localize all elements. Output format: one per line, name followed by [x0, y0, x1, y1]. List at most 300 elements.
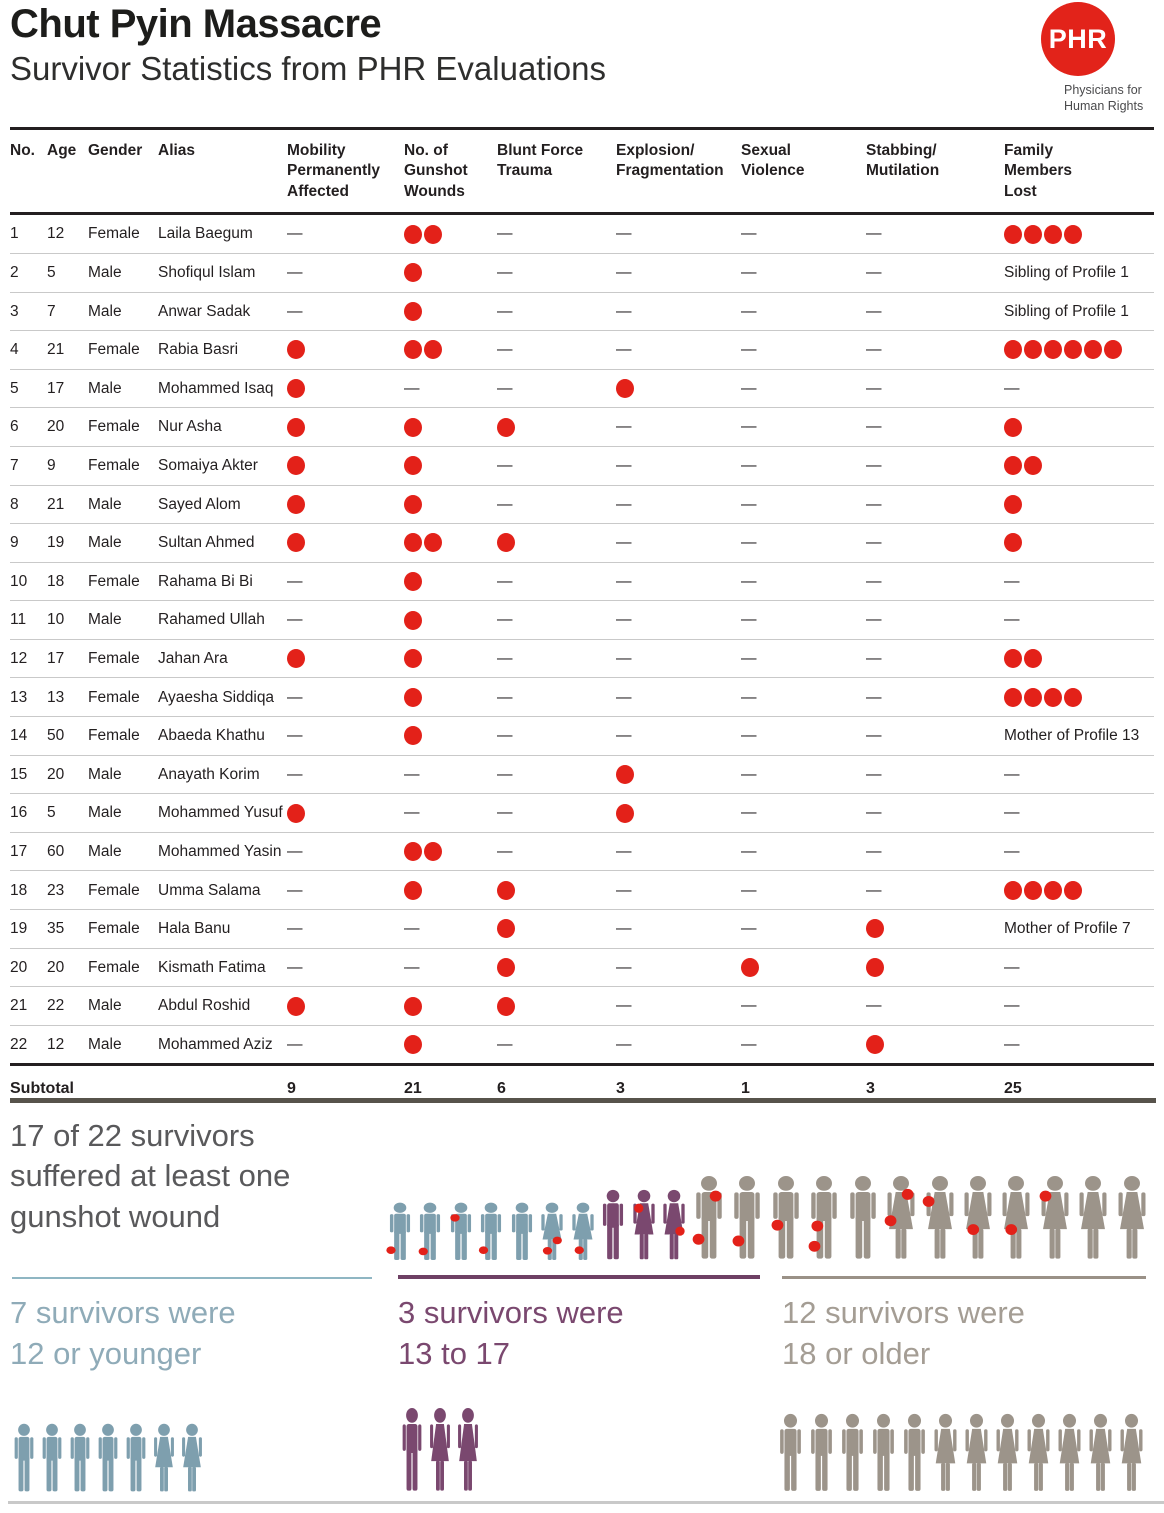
phr-logo	[1041, 2, 1157, 115]
table-cell: 19	[47, 534, 65, 552]
column-header: Blunt Force Trauma	[497, 142, 584, 180]
table-cell: Nur Asha	[158, 418, 222, 436]
table-cell: 6	[10, 418, 19, 436]
table-cell: —	[1004, 997, 1020, 1015]
table-cell	[1004, 340, 1154, 359]
red-dot-icon	[1004, 495, 1022, 514]
red-dot-icon	[1024, 456, 1042, 475]
person-female-icon	[454, 1407, 482, 1495]
table-cell: Somaiya Akter	[158, 456, 258, 474]
person-female-icon	[1054, 1413, 1085, 1495]
table-cell	[1004, 649, 1154, 668]
table-cell	[404, 997, 497, 1016]
table-cell: —	[1004, 842, 1020, 860]
table-cell: —	[741, 264, 757, 281]
person-male-icon	[66, 1423, 94, 1495]
table-cell: Male	[88, 264, 122, 281]
table-cell: —	[287, 1035, 303, 1053]
table-cell	[497, 997, 616, 1016]
table-cell: —	[616, 958, 632, 976]
column-header: Family Members Lost	[1004, 142, 1073, 200]
red-dot-icon	[1024, 688, 1042, 707]
table-cell: 9	[10, 534, 19, 552]
red-dot-icon	[1004, 418, 1022, 437]
wound-dot-icon	[543, 1247, 552, 1255]
person-male-icon	[507, 1202, 537, 1263]
table-cell: —	[497, 727, 513, 745]
wound-dot-icon	[812, 1221, 824, 1232]
table-cell	[287, 804, 404, 823]
table-row	[10, 949, 1154, 988]
table-cell: Male	[88, 495, 122, 513]
person-male-icon	[38, 1423, 66, 1495]
person-male-icon	[94, 1423, 122, 1495]
table-cell: 5	[47, 264, 56, 281]
table-cell: Sibling of Profile 1	[1004, 302, 1129, 320]
table-cell: —	[616, 920, 632, 938]
table-row	[10, 833, 1154, 872]
table-row	[10, 1026, 1154, 1064]
table-cell: —	[616, 495, 632, 513]
table-cell	[404, 495, 497, 514]
table-cell: Mohammed Aziz	[158, 1035, 273, 1053]
subtotal-value: 9	[287, 1080, 296, 1098]
table-cell: Abdul Roshid	[158, 997, 251, 1015]
table-cell	[404, 225, 497, 244]
table-cell: —	[404, 920, 420, 938]
table-cell: 20	[47, 765, 65, 783]
person-female-icon	[959, 1175, 997, 1263]
table-cell: —	[741, 920, 757, 938]
table-cell: —	[404, 804, 420, 822]
table-cell: 9	[47, 456, 56, 474]
table-cell: —	[287, 727, 303, 745]
table-cell: 4	[10, 341, 19, 359]
table-cell: —	[741, 456, 757, 474]
table-cell	[616, 379, 741, 398]
red-dot-icon	[287, 804, 305, 823]
table-cell: —	[497, 842, 513, 860]
table-cell	[287, 379, 404, 398]
table-cell	[1004, 688, 1154, 707]
table-cell: —	[497, 225, 513, 243]
person-female-icon	[1113, 1175, 1151, 1263]
table-cell: —	[497, 804, 513, 822]
table-cell	[287, 533, 404, 552]
red-dot-icon	[1004, 649, 1022, 668]
person-female-icon	[1036, 1175, 1074, 1263]
table-cell	[1004, 533, 1154, 552]
person-male-icon	[837, 1413, 868, 1495]
table-cell	[1004, 418, 1154, 437]
red-dot-icon	[1004, 456, 1022, 475]
table-cell: —	[741, 379, 757, 397]
table-cell: Female	[88, 958, 140, 976]
red-dot-icon	[866, 1035, 884, 1054]
table-cell: Male	[88, 611, 122, 629]
column-header: Sexual Violence	[741, 142, 805, 180]
red-dot-icon	[1084, 340, 1102, 359]
table-cell: —	[1004, 379, 1020, 397]
table-cell	[404, 1035, 497, 1054]
header	[10, 2, 606, 88]
table-cell	[404, 572, 497, 591]
subtotal-value: 25	[1004, 1080, 1022, 1098]
table-cell: Female	[88, 881, 140, 899]
red-dot-icon	[424, 533, 442, 552]
person-female-icon	[629, 1189, 659, 1263]
red-dot-icon	[404, 649, 422, 668]
table-cell: —	[866, 495, 882, 513]
wound-dot-icon	[902, 1189, 914, 1200]
red-dot-icon	[1004, 340, 1022, 359]
table-cell: —	[741, 611, 757, 629]
red-dot-icon	[1024, 225, 1042, 244]
red-dot-icon	[424, 225, 442, 244]
red-dot-icon	[404, 726, 422, 745]
table-cell: —	[741, 842, 757, 860]
wound-dot-icon	[676, 1227, 685, 1236]
red-dot-icon	[1044, 225, 1062, 244]
table-cell	[497, 533, 616, 552]
table-cell: —	[741, 1035, 757, 1053]
red-dot-icon	[866, 958, 884, 977]
table-cell: —	[741, 495, 757, 513]
red-dot-icon	[404, 340, 422, 359]
table-cell	[287, 495, 404, 514]
subtotal-value: 21	[404, 1080, 422, 1098]
red-dot-icon	[404, 572, 422, 591]
table-cell	[404, 649, 497, 668]
table-cell: 7	[47, 302, 56, 320]
table-cell	[1004, 456, 1154, 475]
phr-logo-caption: Physicians for Human Rights	[1064, 83, 1144, 114]
table-cell: Sibling of Profile 1	[1004, 264, 1129, 281]
table-cell: Sultan Ahmed	[158, 534, 255, 552]
table-cell	[866, 958, 1004, 977]
table-cell: —	[866, 225, 882, 243]
table-cell: —	[497, 1035, 513, 1053]
table-cell: Female	[88, 225, 140, 243]
red-dot-icon	[404, 842, 422, 861]
table-cell: —	[741, 225, 757, 243]
table-cell: Umma Salama	[158, 881, 261, 899]
table-cell: —	[287, 302, 303, 320]
person-male-icon	[805, 1175, 843, 1263]
table-cell: 8	[10, 495, 19, 513]
table-cell: Mother of Profile 7	[1004, 920, 1131, 938]
table-cell: 20	[10, 958, 28, 976]
red-dot-icon	[1024, 881, 1042, 900]
person-female-icon	[882, 1175, 920, 1263]
table-cell: —	[866, 804, 882, 822]
red-dot-icon	[741, 958, 759, 977]
person-female-icon	[568, 1202, 598, 1263]
person-male-icon	[767, 1175, 805, 1263]
table-cell: —	[404, 765, 420, 783]
table-cell: 3	[10, 302, 19, 320]
survivor-table	[10, 127, 1154, 1112]
table-cell: 22	[47, 997, 65, 1015]
table-cell	[287, 649, 404, 668]
table-cell	[497, 418, 616, 437]
table-cell: —	[866, 765, 882, 783]
table-cell: —	[287, 225, 303, 243]
table-cell	[404, 881, 497, 900]
wound-dot-icon	[709, 1191, 721, 1202]
table-row	[10, 563, 1154, 602]
table-cell: —	[287, 688, 303, 706]
table-cell: 14	[10, 727, 28, 745]
subtotal-value: 6	[497, 1080, 506, 1098]
table-cell	[287, 340, 404, 359]
table-cell	[1004, 225, 1154, 244]
table-cell	[287, 418, 404, 437]
table-cell: —	[866, 572, 882, 590]
table-cell: Male	[88, 997, 122, 1015]
table-cell: —	[616, 997, 632, 1015]
wound-dot-icon	[386, 1246, 395, 1254]
person-female-icon	[1116, 1413, 1147, 1495]
wound-dot-icon	[692, 1234, 704, 1245]
person-female-icon	[150, 1423, 178, 1495]
table-cell: —	[497, 302, 513, 320]
red-dot-icon	[287, 418, 305, 437]
red-dot-icon	[1104, 340, 1122, 359]
subtotal-label: Subtotal	[10, 1080, 74, 1098]
person-male-icon	[398, 1407, 426, 1495]
red-dot-icon	[287, 649, 305, 668]
table-cell: Mohammed Isaq	[158, 379, 274, 397]
table-cell: —	[866, 379, 882, 397]
table-cell	[616, 765, 741, 784]
wound-dot-icon	[733, 1236, 745, 1247]
table-cell: Male	[88, 302, 122, 320]
person-male-icon	[122, 1423, 150, 1495]
bottom-rule	[8, 1501, 1164, 1504]
table-cell: —	[741, 302, 757, 320]
red-dot-icon	[404, 302, 422, 321]
person-male-icon	[844, 1175, 882, 1263]
table-cell	[404, 842, 497, 861]
table-row	[10, 640, 1154, 679]
table-cell: —	[616, 611, 632, 629]
table-cell	[866, 919, 1004, 938]
red-dot-icon	[1044, 340, 1062, 359]
wound-dot-icon	[809, 1241, 821, 1252]
table-cell: 12	[47, 225, 65, 243]
red-dot-icon	[404, 1035, 422, 1054]
table-cell: 17	[47, 379, 65, 397]
table-cell	[404, 533, 497, 552]
table-cell: —	[497, 495, 513, 513]
table-cell: 2	[10, 264, 19, 281]
person-female-icon	[992, 1413, 1023, 1495]
table-cell: —	[866, 418, 882, 436]
table-cell	[741, 958, 866, 977]
table-cell: Female	[88, 688, 140, 706]
table-cell: —	[866, 688, 882, 706]
red-dot-icon	[287, 495, 305, 514]
table-cell: —	[866, 264, 882, 281]
table-cell: Anayath Korim	[158, 765, 260, 783]
person-male-icon	[598, 1189, 628, 1263]
table-row	[10, 447, 1154, 486]
table-cell: 13	[47, 688, 65, 706]
red-dot-icon	[866, 919, 884, 938]
table-cell: —	[866, 727, 882, 745]
table-cell: —	[616, 456, 632, 474]
table-cell: —	[1004, 611, 1020, 629]
table-cell	[1004, 495, 1154, 514]
red-dot-icon	[497, 533, 515, 552]
person-female-icon	[1074, 1175, 1112, 1263]
person-female-icon	[537, 1202, 567, 1263]
table-cell: —	[1004, 1035, 1020, 1053]
table-cell: Rahamed Ullah	[158, 611, 265, 629]
table-cell: —	[616, 842, 632, 860]
column-header: Explosion/ Fragmentation	[616, 142, 724, 180]
table-row	[10, 331, 1154, 370]
wound-dot-icon	[885, 1215, 897, 1226]
table-row	[10, 215, 1154, 254]
table-cell: Male	[88, 1035, 122, 1053]
person-female-icon	[178, 1423, 206, 1495]
table-row	[10, 601, 1154, 640]
table-cell: —	[866, 649, 882, 667]
wound-dot-icon	[967, 1224, 979, 1235]
red-dot-icon	[404, 688, 422, 707]
red-dot-icon	[404, 225, 422, 244]
table-row	[10, 293, 1154, 332]
table-cell: 20	[47, 958, 65, 976]
table-cell: —	[866, 997, 882, 1015]
table-cell: Mohammed Yasin	[158, 842, 282, 860]
table-cell: —	[616, 649, 632, 667]
table-cell: —	[497, 649, 513, 667]
table-cell: —	[616, 727, 632, 745]
adults-figure-row	[775, 1413, 1147, 1495]
table-row	[10, 717, 1154, 756]
table-cell: —	[287, 842, 303, 860]
table-cell: 21	[47, 341, 65, 359]
column-header: No.	[10, 142, 35, 159]
table-cell: Hala Banu	[158, 920, 231, 938]
person-male-icon	[690, 1175, 728, 1263]
red-dot-icon	[287, 997, 305, 1016]
red-dot-icon	[1024, 340, 1042, 359]
table-cell: Ayaesha Siddiqa	[158, 688, 275, 706]
subtotal-value: 1	[741, 1080, 750, 1098]
table-row	[10, 486, 1154, 525]
table-cell: —	[616, 881, 632, 899]
table-cell: —	[616, 302, 632, 320]
red-dot-icon	[404, 533, 422, 552]
table-cell: —	[287, 881, 303, 899]
column-header: Stabbing/ Mutilation	[866, 142, 940, 180]
red-dot-icon	[287, 340, 305, 359]
table-cell: —	[616, 572, 632, 590]
red-dot-icon	[404, 495, 422, 514]
table-cell: —	[616, 1035, 632, 1053]
red-dot-icon	[497, 997, 515, 1016]
table-cell: Male	[88, 765, 122, 783]
table-cell	[497, 919, 616, 938]
red-dot-icon	[287, 379, 305, 398]
person-male-icon	[415, 1202, 445, 1263]
table-cell: Mohammed Yusuf	[158, 804, 283, 822]
wound-dot-icon	[574, 1246, 583, 1254]
table-cell: 15	[10, 765, 28, 783]
red-dot-icon	[616, 765, 634, 784]
red-dot-icon	[404, 997, 422, 1016]
table-cell: —	[741, 765, 757, 783]
table-cell: 7	[10, 456, 19, 474]
table-cell: —	[1004, 958, 1020, 976]
table-cell: —	[866, 456, 882, 474]
column-header: Alias	[158, 142, 196, 159]
table-cell: 12	[47, 1035, 65, 1053]
table-cell: Female	[88, 341, 140, 359]
red-dot-icon	[1064, 225, 1082, 244]
gunshot-headline: 17 of 22 survivors suffered at least one gunshot wound	[10, 1118, 291, 1234]
table-cell: 16	[10, 804, 28, 822]
teens-stat-label: 3 survivors were 13 to 17	[398, 1295, 624, 1371]
person-female-icon	[426, 1407, 454, 1495]
table-cell	[866, 1035, 1004, 1054]
table-cell: —	[741, 804, 757, 822]
table-cell: —	[1004, 804, 1020, 822]
person-male-icon	[385, 1202, 415, 1263]
table-cell: 21	[47, 495, 65, 513]
table-cell	[497, 958, 616, 977]
table-cell: Male	[88, 534, 122, 552]
red-dot-icon	[424, 842, 442, 861]
person-male-icon	[446, 1202, 476, 1263]
wound-dot-icon	[479, 1246, 488, 1254]
red-dot-icon	[1024, 649, 1042, 668]
table-header-row	[10, 127, 1154, 215]
subtotal-row	[10, 1066, 1154, 1112]
table-cell: —	[741, 572, 757, 590]
table-cell: —	[741, 688, 757, 706]
wound-dot-icon	[771, 1220, 783, 1231]
wound-dot-icon	[553, 1237, 562, 1245]
subtotal-value: 3	[616, 1080, 625, 1098]
wound-dot-icon	[1006, 1224, 1018, 1235]
table-cell	[404, 340, 497, 359]
table-row	[10, 408, 1154, 447]
column-header: No. of Gunshot Wounds	[404, 142, 468, 200]
table-cell: 35	[47, 920, 65, 938]
table-cell: 13	[10, 688, 28, 706]
table-row	[10, 370, 1154, 409]
table-cell: 18	[10, 881, 28, 899]
red-dot-icon	[404, 456, 422, 475]
table-row	[10, 678, 1154, 717]
table-cell: —	[616, 418, 632, 436]
table-cell: —	[866, 842, 882, 860]
table-cell: 19	[10, 920, 28, 938]
table-cell	[404, 302, 497, 321]
table-cell: 50	[47, 727, 65, 745]
table-row	[10, 871, 1154, 910]
table-cell: Kismath Fatima	[158, 958, 266, 976]
wound-dot-icon	[1040, 1191, 1052, 1202]
table-cell: Jahan Ara	[158, 649, 228, 667]
table-cell: —	[497, 688, 513, 706]
table-cell: —	[497, 264, 513, 281]
